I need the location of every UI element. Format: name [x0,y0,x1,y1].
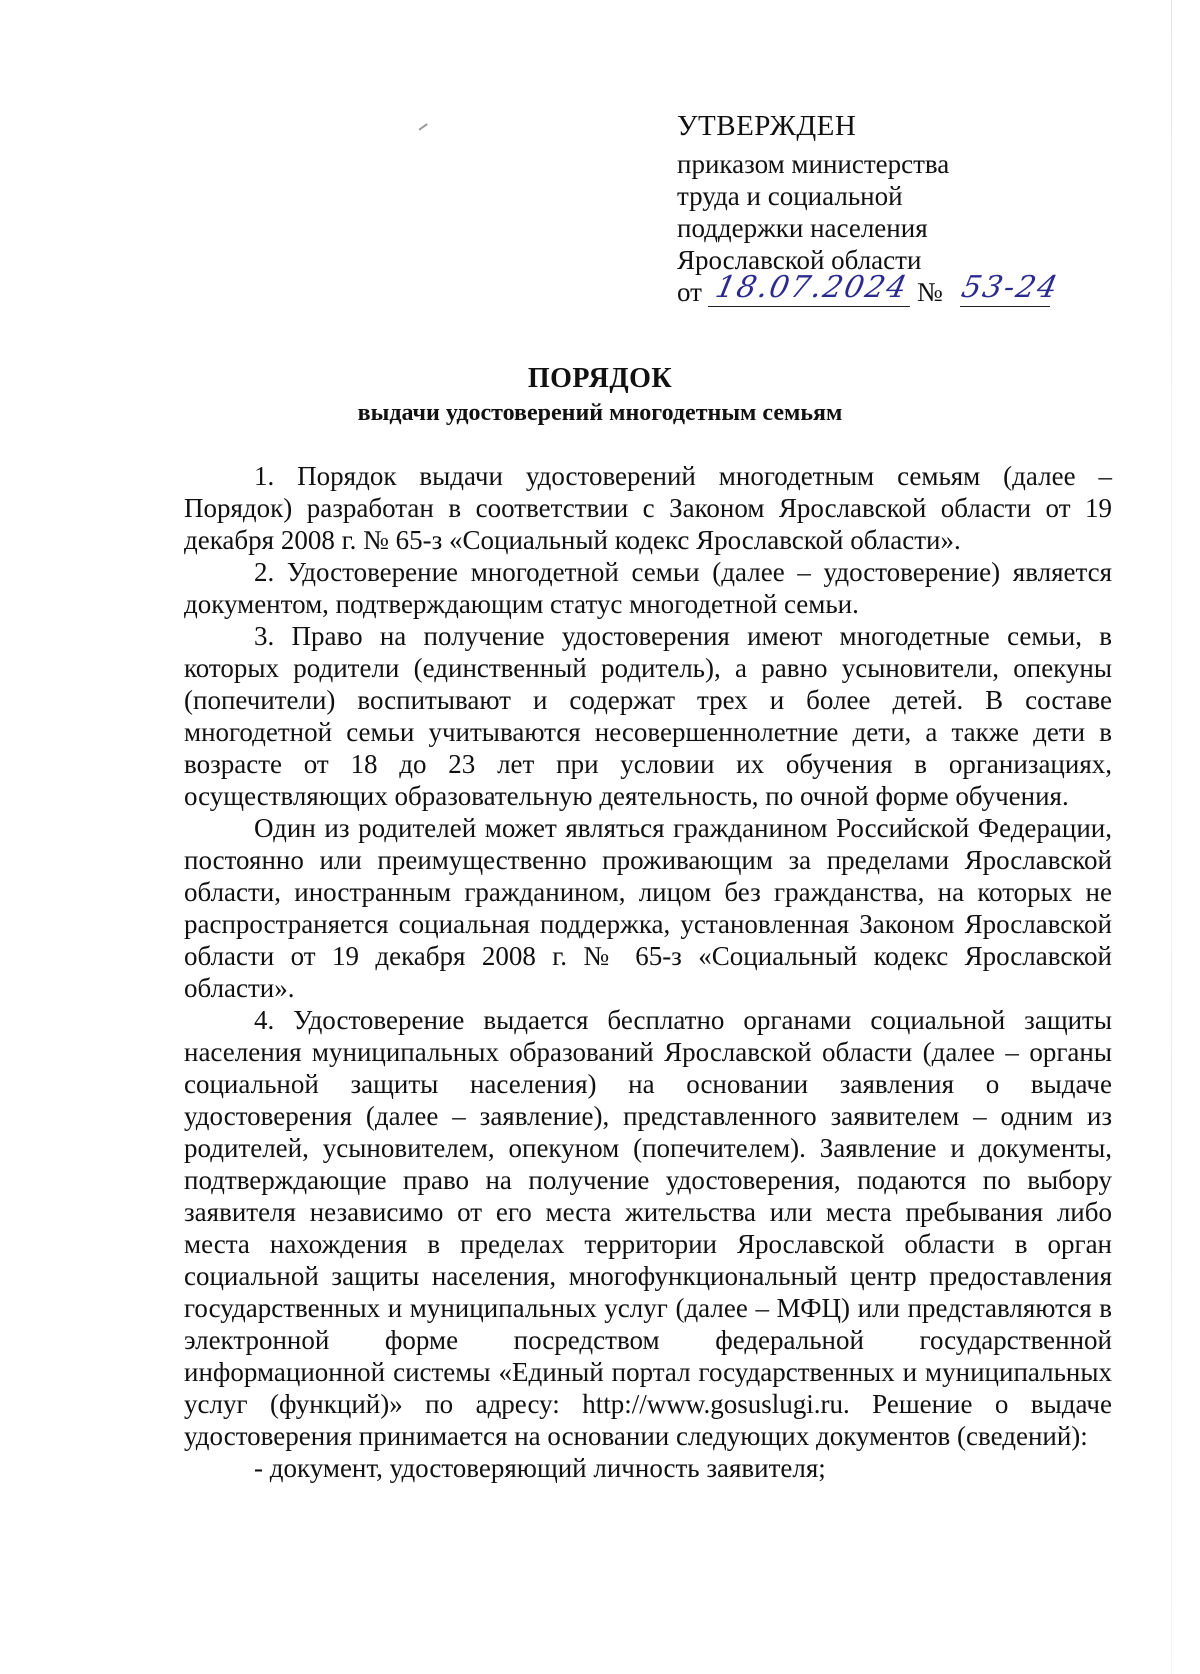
order-number-field [958,270,1063,307]
order-reference-line [677,270,1097,312]
approval-line: поддержки населения [677,213,928,243]
paragraph-4: 4. Удостоверение выдается бесплатно органами социальной защиты населения муниципальных образований Ярославской области (далее – органы социальной защиты населения) на основании заявления о выдаче удостоверения (далее – заявление), представленного заявителем – одним из родителей, усыновителем, опекуном (попечителем). Заявление и документы, подтверждающие право на получение удостоверения, подаются по выбору заявителя независимо от его места жительства или места пребывания либо места нахождения в пределах территории Ярославской области в орган социальной защиты населения, многофункциональный центр предоставления государственных и муниципальных услуг (далее – МФЦ) или представляются в электронной форме посредством федеральной государственной информационной системы «Единый портал государственных и муниципальных услуг (функций)» по адресу: http://www.gosuslugi.ru. Решение о выдаче удостоверения принимается на основании следующих документов (сведений): [184,1005,1112,1451]
order-number-label: № [917,277,943,307]
stray-mark [418,123,427,130]
paragraph-3-continuation: Один из родителей может являться гражданином Российской Федерации, постоянно или преимущественно проживающим за пределами Ярославской области, иностранным гражданином, лицом без гражданства, на которых не распространяется социальная поддержка, установленная Законом Ярославской области от 19 декабря 2008 г. № 65-з «Социальный кодекс Ярославской области». [184,813,1112,1003]
paragraph-1: 1. Порядок выдачи удостоверений многодетным семьям (далее – Порядок) разработан в соответствии с Законом Ярославской области от 19 декабря 2008 г. № 65-з «Социальный кодекс Ярославской области». [184,461,1112,555]
approval-line: приказом министерства [677,149,950,179]
order-date-label: от [677,277,702,307]
approval-stamp-block [677,110,1097,312]
scan-edge-artifact [1171,0,1172,1674]
order-number-handwritten: 53-24 [958,270,1063,305]
list-item-identity-document: - документ, удостоверяющий личность заявителя; [254,1453,826,1483]
approval-line: Ярославской области [677,245,922,275]
document-body [184,460,1112,1484]
document-title: ПОРЯДОК [527,363,673,394]
document-title-block [0,362,1200,428]
approval-line: труда и социальной [677,181,903,211]
paragraph-3: 3. Право на получение удостоверения имеют многодетные семьи, в которых родители (единственный родитель), а равно усыновители, опекуны (попечители) воспитывают и содержат трех и более детей. В составе многодетной семьи учитываются несовершеннолетние дети, а также дети в возрасте от 18 до 23 лет при условии их обучения в организациях, осуществляющих образовательную деятельность, по очной форме обучения. [184,621,1112,811]
order-date-handwritten: 18.07.2024 [712,270,912,305]
order-date-field [708,270,910,307]
approval-heading: УТВЕРЖДЕН [677,110,857,142]
document-subtitle: выдачи удостоверений многодетным семьям [357,400,843,426]
paragraph-2: 2. Удостоверение многодетной семьи (далее – удостоверение) является документом, подтверждающим статус многодетной семьи. [184,557,1112,619]
